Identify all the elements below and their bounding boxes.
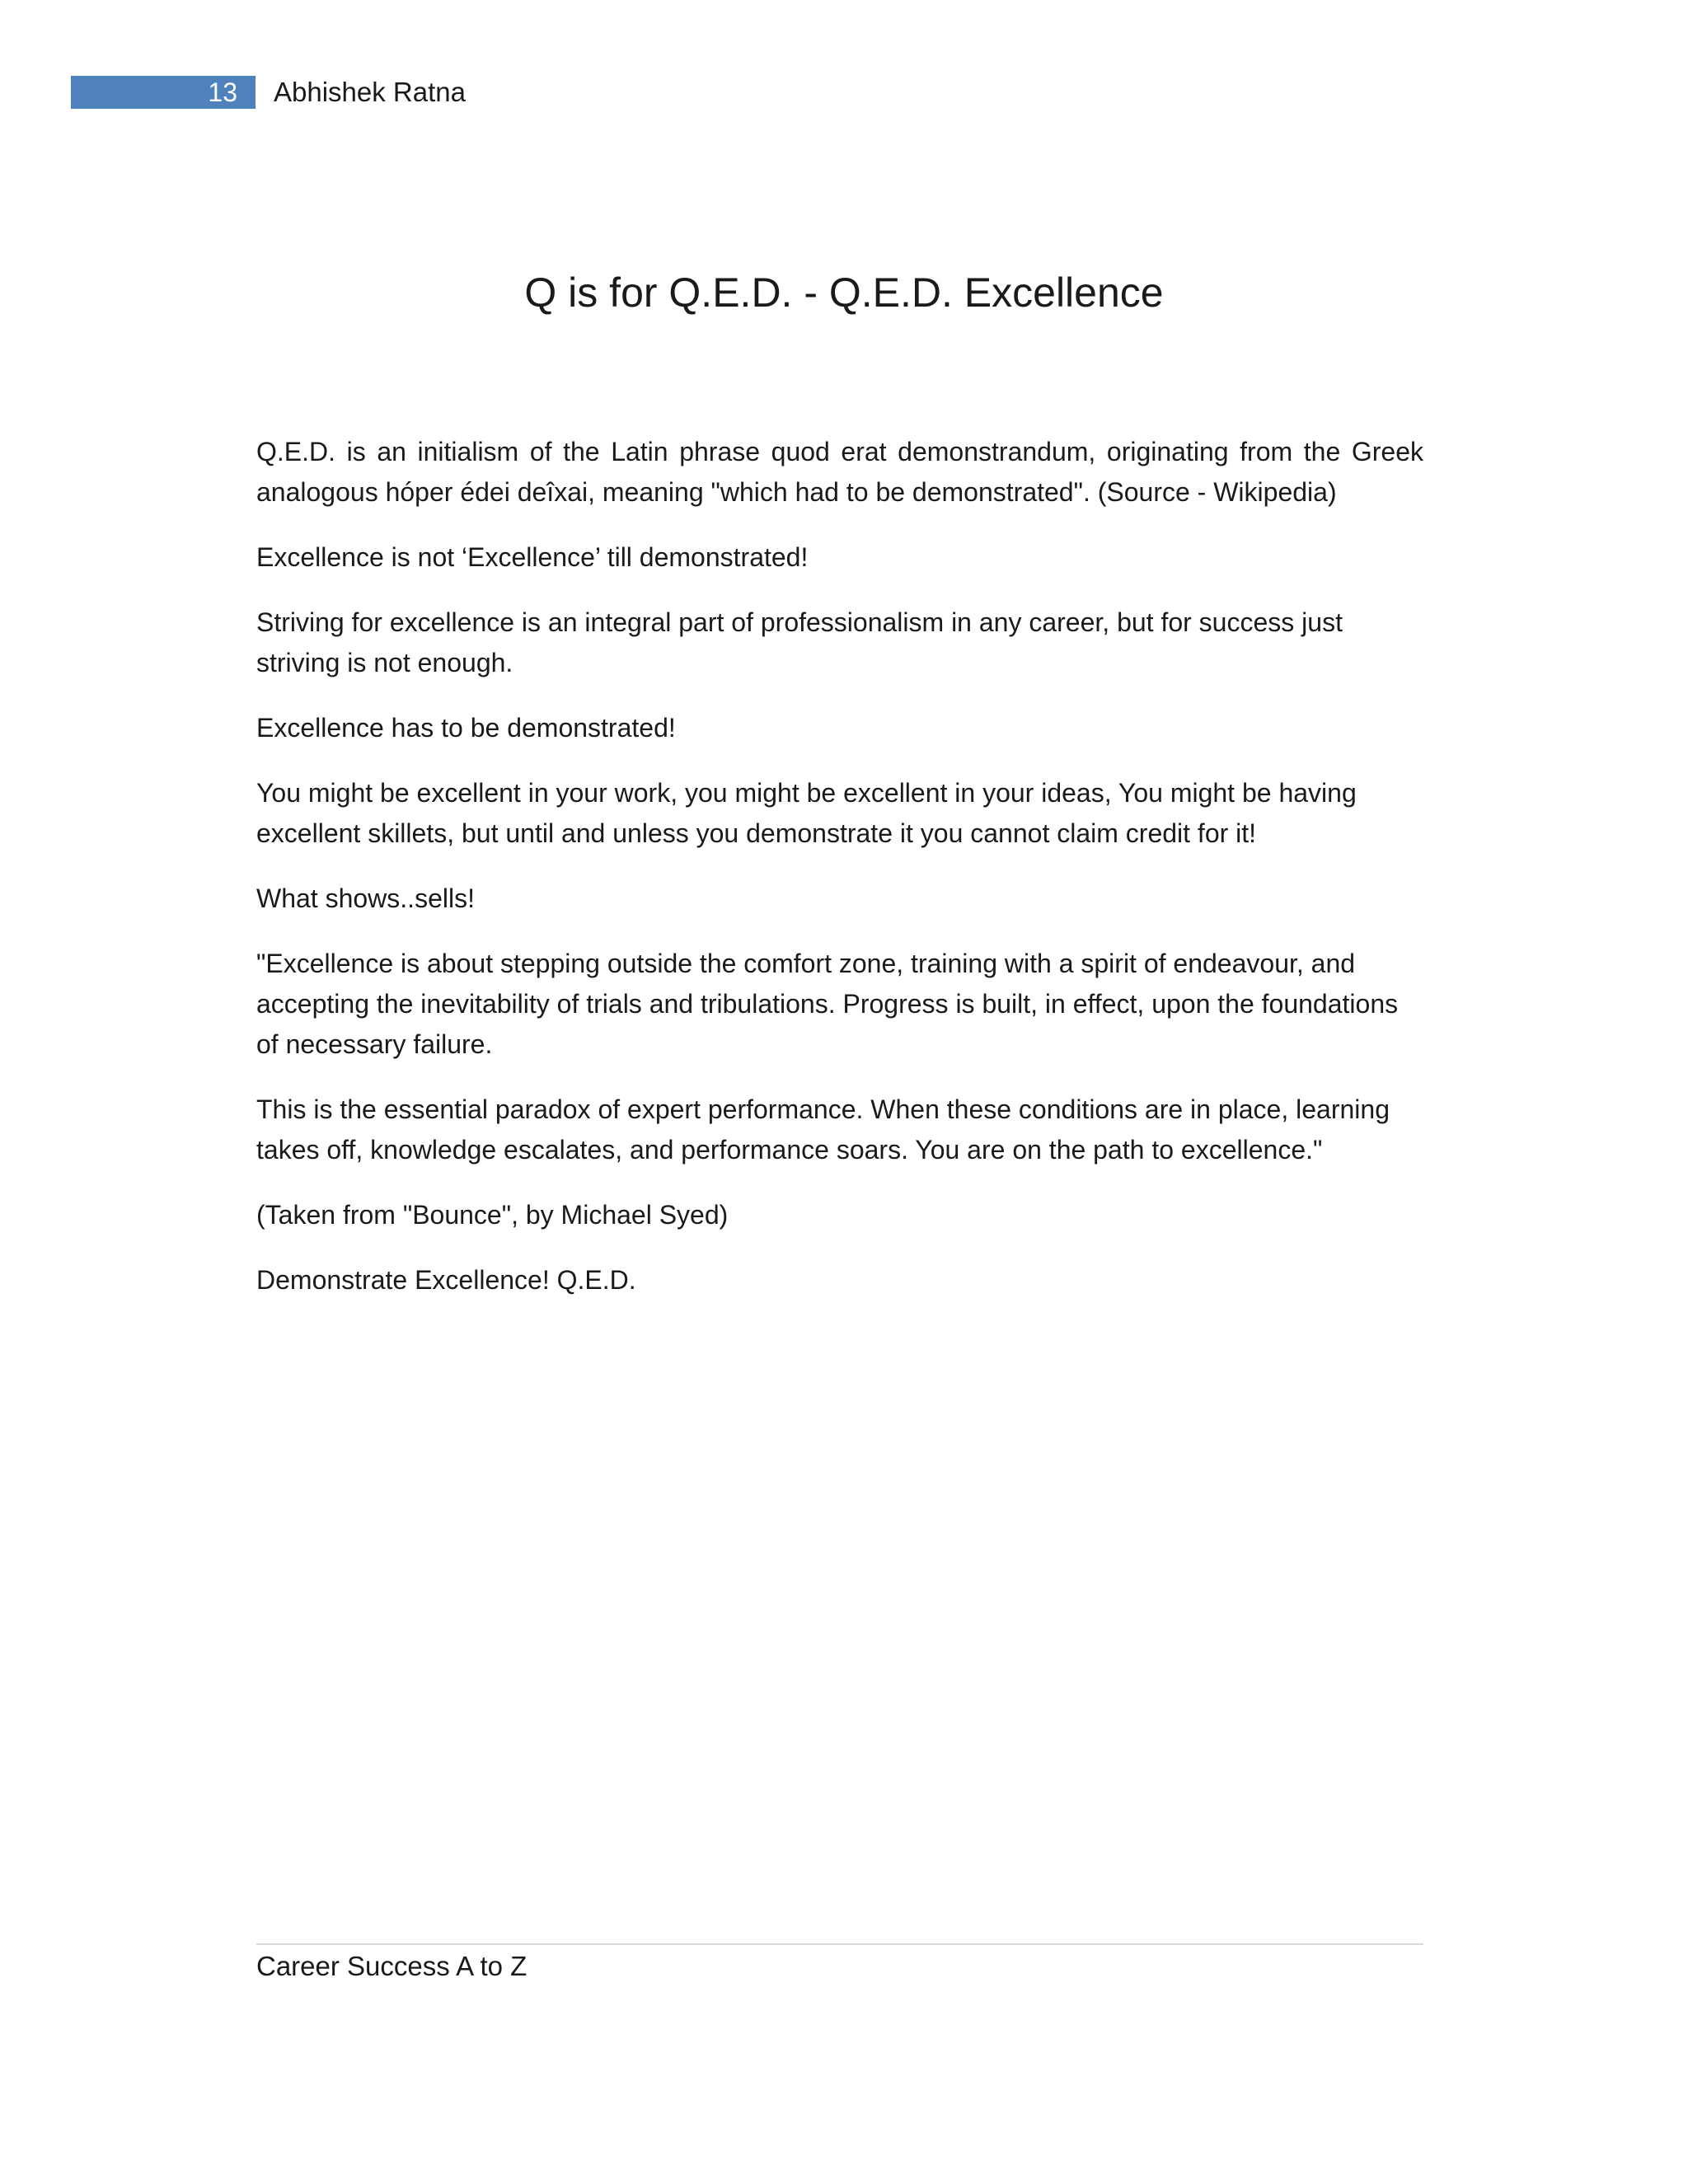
quote-paragraph: "Excellence is about stepping outside the comfort zone, training with a spirit of endeavour, and accepting the inevitability of trials and tribulations. Progress is built, in effect, upon the foundations of necessary failure.	[256, 949, 1399, 1059]
paragraph: You might be excellent in your work, you might be excellent in your ideas, You might be having excellent skillets, but until and unless you demonstrate it you cannot claim credit for it!	[256, 778, 1357, 848]
footer-book-title: Career Success A to Z	[256, 1951, 528, 1981]
page-number-badge	[71, 76, 256, 109]
paragraph: Excellence is not ‘Excellence’ till demonstrated!	[256, 542, 809, 572]
footer-divider	[256, 1943, 1423, 1945]
quote-attribution: (Taken from "Bounce", by Michael Syed)	[256, 1200, 729, 1230]
chapter-title: Q is for Q.E.D. - Q.E.D. Excellence	[524, 269, 1164, 316]
paragraph: What shows..sells!	[256, 883, 475, 913]
closing-line: Demonstrate Excellence! Q.E.D.	[256, 1265, 636, 1295]
header-author: Abhishek Ratna	[274, 77, 466, 107]
paragraph-qed-definition: Q.E.D. is an initialism of the Latin phrase quod erat demonstrandum, originating from the Greek analogous hóper édei deîxai, meaning "which had to be demonstrated". (Source - Wikipedia)	[256, 437, 1423, 507]
body-text	[256, 432, 1423, 1325]
paragraph: Excellence has to be demonstrated!	[256, 713, 676, 743]
page-number: 13	[208, 77, 237, 107]
quote-paragraph: This is the essential paradox of expert performance. When these conditions are in place, learning takes off, knowledge escalates, and performance soars. You are on the path to excellence."	[256, 1094, 1390, 1165]
paragraph: Striving for excellence is an integral part of professionalism in any career, but for success just striving is not enough.	[256, 607, 1343, 677]
